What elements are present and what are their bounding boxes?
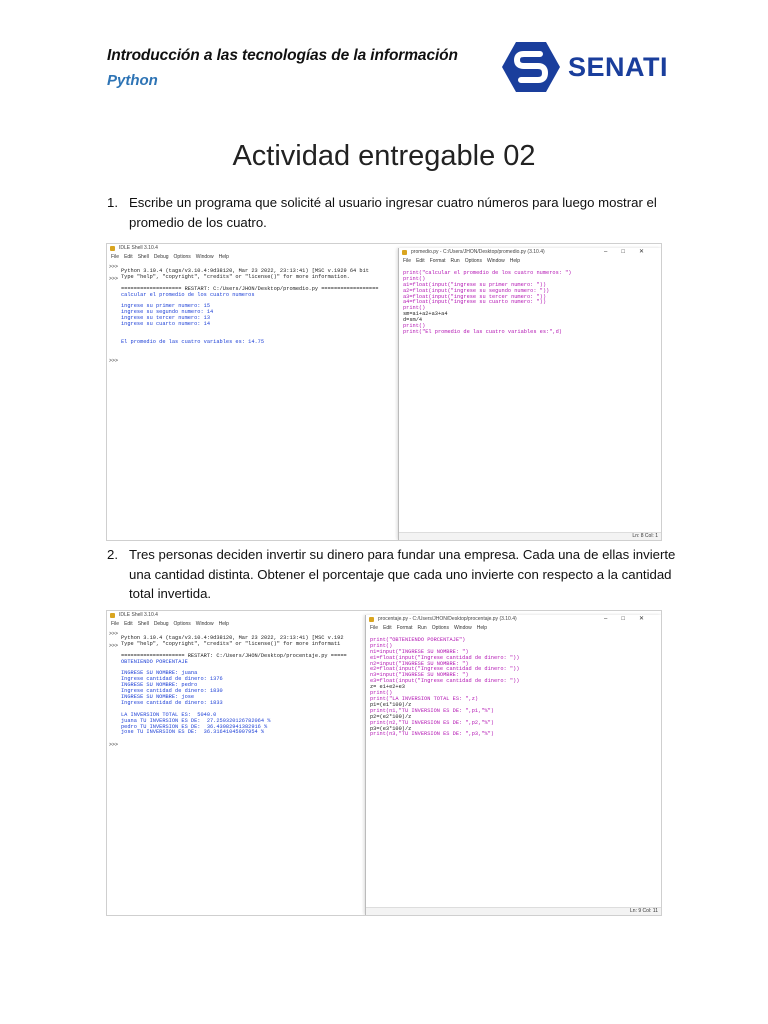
menu-help[interactable]: Help bbox=[476, 625, 488, 631]
menu-help[interactable]: Help bbox=[218, 621, 229, 627]
maximize-icon[interactable]: □ bbox=[621, 616, 639, 622]
editor-code[interactable]: print("OBTENIENDO PORCENTAJE") print() n1=input("INGRESE SU NOMBRE: ") e1=float(input("Ingrese cantidad de dinero: ")) n2=input("INGRESE SU NOMBRE: ") e2=float(input("Ingrese cantidad de dinero: ")) n3=input("INGRESE SU NOMBRE: ") e3=float(input("Ingrese cantidad de dinero: ")) z= e1+e2+e3 print() print("LA INVERSION TOTAL ES: ",z) p1=(e1*100)/z print(n1,"TU INVERSION ES DE: ",p1,"%") p2=(e2*100)/z print(n2,"TU INVERSION ES DE: ",p2,"%") p3=(e3*100)/z print(n3,"TU INVERSION ES DE: ",p3,"%") bbox=[370, 636, 520, 738]
menu-options[interactable]: Options bbox=[431, 625, 449, 631]
menu-debug[interactable]: Debug bbox=[153, 254, 169, 260]
cursor-position: Ln: 9 Col: 11 bbox=[630, 908, 658, 914]
editor-titlebar: procentaje.py - C:/Users/JHON/Desktop/procentaje.py (3.10.4) –□✕ bbox=[366, 615, 662, 624]
document-course-subtitle: Python bbox=[107, 72, 158, 89]
question-number: 2. bbox=[107, 547, 118, 562]
file-icon bbox=[402, 250, 407, 255]
file-icon bbox=[369, 617, 374, 622]
minimize-icon[interactable]: – bbox=[604, 249, 622, 255]
menu-file[interactable]: File bbox=[111, 254, 120, 260]
editor-window-promedio bbox=[398, 248, 662, 540]
shell-output: Python 3.10.4 (tags/v3.10.4:9d38120, Mar 23 2022, 23:13:41) [MSC v.1929 64 bit Type "help", "copyright", "credits" or "license()" for more information. =================== RESTART: C:/Users/JHON/Desktop/promedio.py ================== calcular el promedio de los cuatro numeros ingrese su primer numero: 15 ingrese su segundo numero: 14 ingrese su tercer numero: 13 ingrese su cuarto numero: 14 El promedio de las cuatro variables es: 14.75 bbox=[121, 267, 379, 345]
menu-options[interactable]: Options bbox=[173, 621, 191, 627]
menu-file[interactable]: File bbox=[111, 621, 120, 627]
menu-shell[interactable]: Shell bbox=[137, 254, 149, 260]
idle-shell-window: IDLE Shell 3.10.4 File Edit Shell Debug Options Window Help >>> >>> >>> Python 3.10.4 (tags/v3.10.4:9d38120, Mar 23 2022, 23:13:41) [MSC v.1929 64 bit Type "help", "copyright", "credits" or "license()" for more information. =================== RESTART: C:/Users/JHON/Desktop/promedio.py ================== calcular el promedio de los cuatro numeros ingrese su primer numero: 15 ingrese su segundo numero: 14 ingrese su tercer numero: 13 ingrese su cuarto numero: 14 El promedio de las cuatro variables es: 14.75 bbox=[107, 244, 399, 540]
menu-file[interactable]: File bbox=[370, 625, 379, 631]
minimize-icon[interactable]: – bbox=[604, 616, 622, 622]
shell-menubar bbox=[107, 253, 399, 261]
menu-edit[interactable]: Edit bbox=[383, 625, 392, 631]
menu-window[interactable]: Window bbox=[195, 621, 214, 627]
menu-format[interactable]: Format bbox=[396, 625, 413, 631]
senati-logo-icon bbox=[500, 40, 562, 94]
editor-titlebar: promedio.py - C:/Users/JHON/Desktop/promedio.py (3.10.4) –□✕ bbox=[399, 248, 662, 257]
menu-debug[interactable]: Debug bbox=[153, 621, 169, 627]
shell-titlebar: IDLE Shell 3.10.4 bbox=[107, 611, 367, 620]
question-1 bbox=[107, 193, 697, 232]
menu-help[interactable]: Help bbox=[218, 254, 229, 260]
close-icon[interactable]: ✕ bbox=[638, 616, 658, 622]
menu-edit[interactable]: Edit bbox=[416, 258, 425, 264]
menu-window[interactable]: Window bbox=[195, 254, 214, 260]
menu-options[interactable]: Options bbox=[173, 254, 191, 260]
idle-icon bbox=[110, 246, 115, 251]
menu-window[interactable]: Window bbox=[453, 625, 472, 631]
menu-format[interactable]: Format bbox=[429, 258, 446, 264]
editor-menubar bbox=[366, 624, 662, 632]
question-2 bbox=[107, 545, 697, 604]
menu-edit[interactable]: Edit bbox=[124, 621, 133, 627]
editor-window-porcentaje bbox=[365, 615, 662, 915]
menu-run[interactable]: Run bbox=[450, 258, 460, 264]
editor-statusbar bbox=[366, 907, 662, 915]
menu-file[interactable]: File bbox=[403, 258, 412, 264]
editor-statusbar bbox=[399, 532, 662, 540]
senati-logo-text: SENATI bbox=[568, 52, 669, 82]
shell-menubar bbox=[107, 620, 367, 628]
menu-run[interactable]: Run bbox=[417, 625, 427, 631]
screenshot-porcentaje bbox=[106, 610, 662, 916]
idle-icon bbox=[110, 613, 115, 618]
menu-help[interactable]: Help bbox=[509, 258, 521, 264]
question-text: Escribe un programa que solicité al usuario ingresar cuatro números para luego mostrar el promedio de los cuatro. bbox=[129, 195, 657, 230]
shell-titlebar: IDLE Shell 3.10.4 bbox=[107, 244, 399, 253]
screenshot-promedio bbox=[106, 243, 662, 541]
editor-code[interactable]: print("calcular el promedio de los cuatro numeros: ") print() a1=float(input("ingrese su primer numero: ")) a2=float(input("ingrese su segundo numero: ")) a3=float(input("ingrese su tercer numero: ")) a4=float(input("ingrese su cuarto numero: ")) print() sm=a1+a2+a3+a4 d=sm/4 print() print("El promedio de las cuatro variables es:",d) bbox=[403, 269, 572, 335]
menu-edit[interactable]: Edit bbox=[124, 254, 133, 260]
cursor-position: Ln: 8 Col: 1 bbox=[632, 533, 658, 539]
menu-window[interactable]: Window bbox=[486, 258, 505, 264]
question-number: 1. bbox=[107, 195, 118, 210]
maximize-icon[interactable]: □ bbox=[621, 249, 639, 255]
question-text: Tres personas deciden invertir su dinero para fundar una empresa. Cada una de ellas invierte una cantidad distinta. Obtener el porcentaje que cada uno invierte con respecto a la cantidad total invertida. bbox=[129, 547, 676, 601]
shell-output: Python 3.10.4 (tags/v3.10.4:9d38120, Mar 23 2022, 23:13:41) [MSC v.192 Type "help", "copyright", "credits" or "license()" for more informati ==================== RESTART: C:/Users/JHON/Desktop/procentaje.py ===== OBTENIENDO PORCENTAJE INGRESE SU NOMBRE: juana Ingrese cantidad de dinero: 1376 INGRESE SU NOMBRE: pedro Ingrese cantidad de dinero: 1830 INGRESE SU NOMBRE: jose Ingrese cantidad de dinero: 1833 LA INVERSION TOTAL ES: 5040.0 juana TU INVERSION ES DE: 27.250320126782064 % pedro TU INVERSION ES DE: 36.43082941382916 % jose TU INVERSION ES DE: 36.31641045907954 % bbox=[121, 634, 347, 736]
close-icon[interactable]: ✕ bbox=[638, 249, 658, 255]
menu-shell[interactable]: Shell bbox=[137, 621, 149, 627]
menu-options[interactable]: Options bbox=[464, 258, 482, 264]
editor-menubar bbox=[399, 257, 662, 265]
page-title: Actividad entregable 02 bbox=[232, 140, 536, 172]
idle-shell-window: IDLE Shell 3.10.4 File Edit Shell Debug Options Window Help >>> >>> >>> Python 3.10.4 (tags/v3.10.4:9d38120, Mar 23 2022, 23:13:41) [MSC v.192 Type "help", "copyright", "credits" or "license()" for more informati ==================== RESTART: C:/Users/JHON/Desktop/procentaje.py ===== OBTENIENDO PORCENTAJE INGRESE SU NOMBRE: juana Ingrese cantidad de dinero: 1376 INGRESE SU NOMBRE: pedro Ingrese cantidad de dinero: 1830 INGRESE SU NOMBRE: jose Ingrese cantidad de dinero: 1833 LA INVERSION TOTAL ES: 5040.0 juana TU INVERSION ES DE: 27.250320126782064 % pedro TU INVERSION ES DE: 36.43082941382916 % jose TU INVERSION ES DE: 36.31641045907954 % bbox=[107, 611, 367, 915]
document-course-title: Introducción a las tecnologías de la información bbox=[107, 47, 458, 64]
